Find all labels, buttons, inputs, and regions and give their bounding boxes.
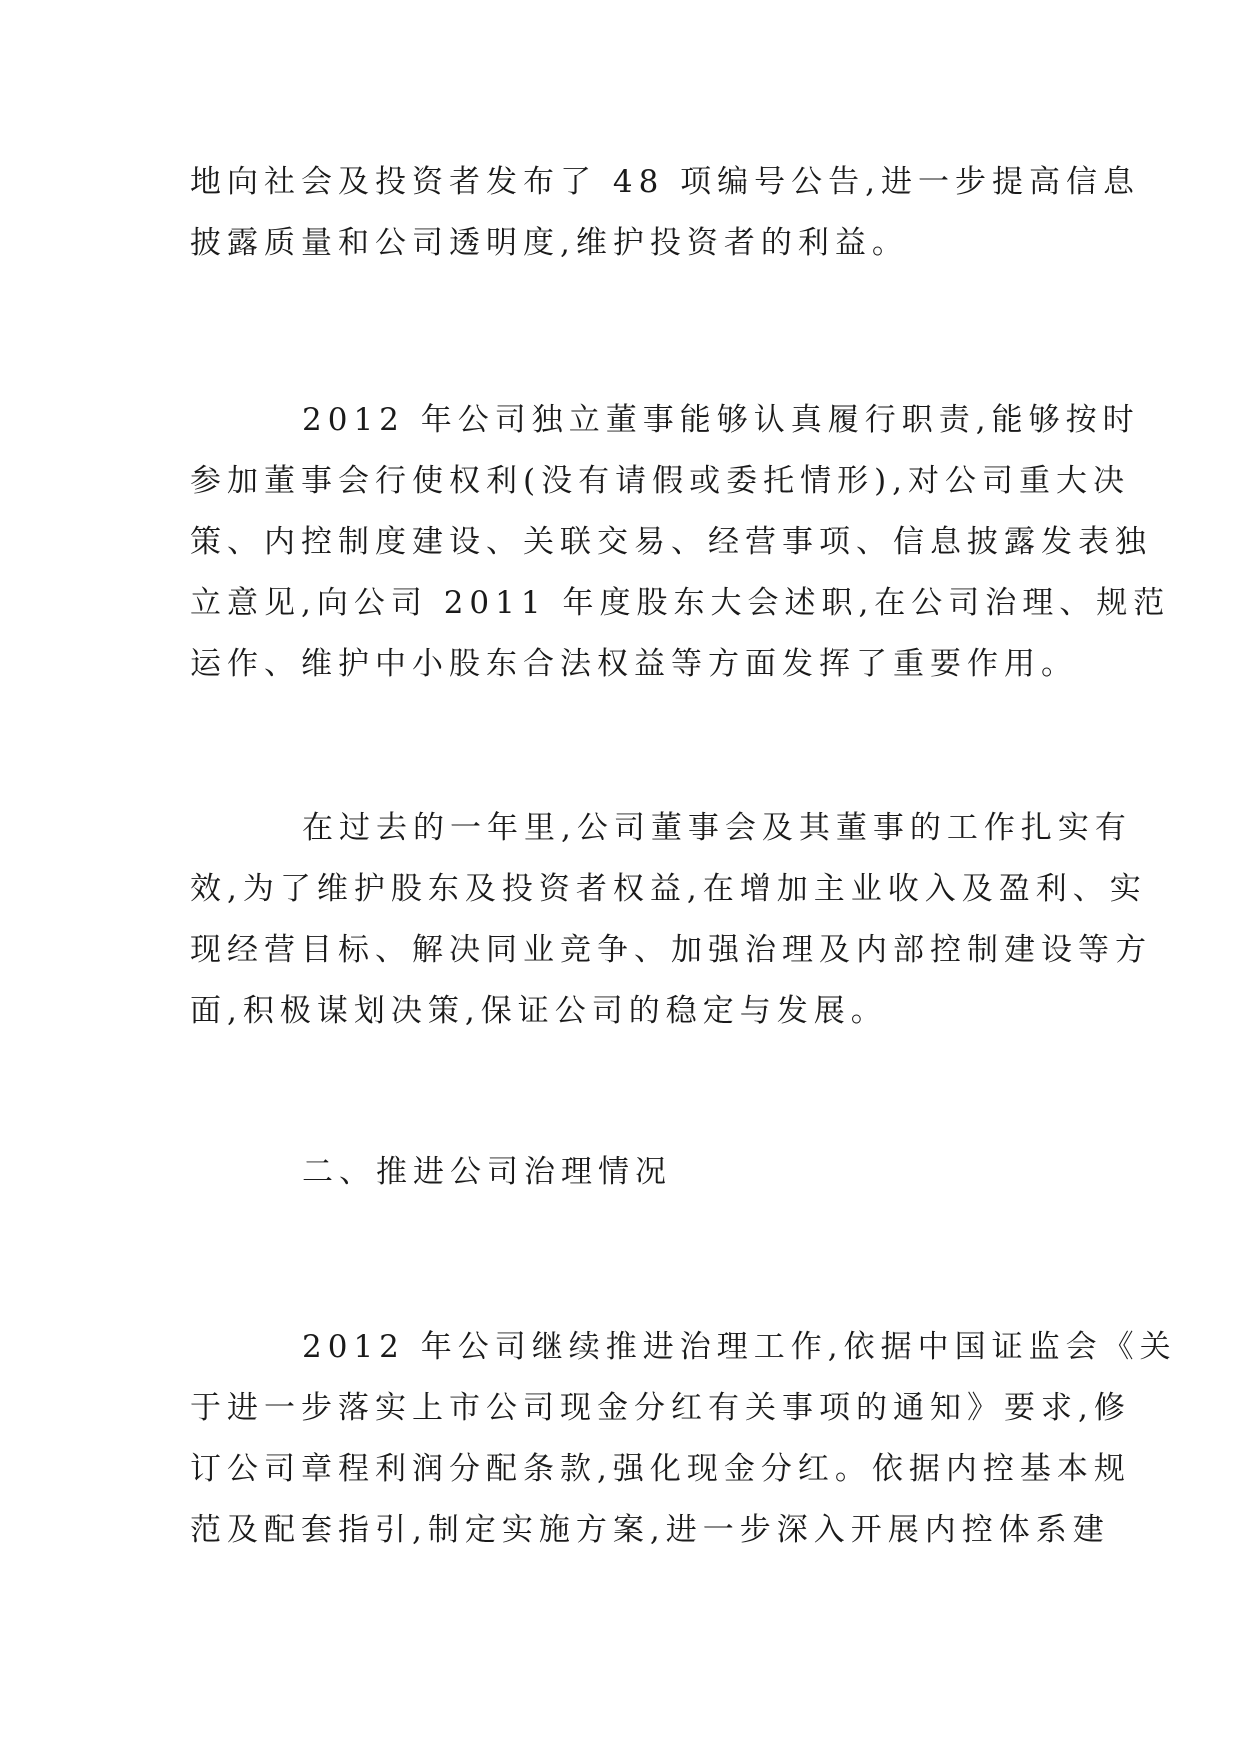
text-line: 订公司章程利润分配条款,强化现金分红。依据内控基本规 [190,1451,1131,1487]
text-line: 参加董事会行使权利(没有请假或委托情形),对公司重大决 [190,463,1131,499]
text-line: 2012 年公司独立董事能够认真履行职责,能够按时 [302,402,1140,438]
text-line: 立意见,向公司 2011 年度股东大会述职,在公司治理、规范 [190,585,1171,621]
paragraph-governance [190,1317,1177,1561]
text-line: 于进一步落实上市公司现金分红有关事项的通知》要求,修 [190,1390,1131,1426]
paragraph-board-summary [190,798,1152,1042]
text-line: 面,积极谋划决策,保证公司的稳定与发展。 [190,993,888,1029]
text-line: 范及配套指引,制定实施方案,进一步深入开展内控体系建 [190,1512,1110,1548]
text-line: 效,为了维护股东及投资者权益,在增加主业收入及盈利、实 [190,871,1147,907]
section-heading [190,1142,1050,1203]
text-line: 在过去的一年里,公司董事会及其董事的工作扎实有 [302,810,1132,846]
section-heading-text: 二、推进公司治理情况 [302,1154,672,1190]
text-line: 披露质量和公司透明度,维护投资者的利益。 [190,225,909,261]
text-line: 地向社会及投资者发布了 48 项编号公告,进一步提高信息 [190,164,1141,200]
text-line: 2012 年公司继续推进治理工作,依据中国证监会《关 [302,1329,1177,1365]
text-line: 策、内控制度建设、关联交易、经营事项、信息披露发表独 [190,524,1152,560]
text-line: 现经营目标、解决同业竞争、加强治理及内部控制建设等方 [190,932,1152,968]
paragraph-independent-directors [190,390,1171,695]
paragraph-disclosure-continued [190,152,1141,274]
text-line: 运作、维护中小股东合法权益等方面发挥了重要作用。 [190,646,1078,682]
